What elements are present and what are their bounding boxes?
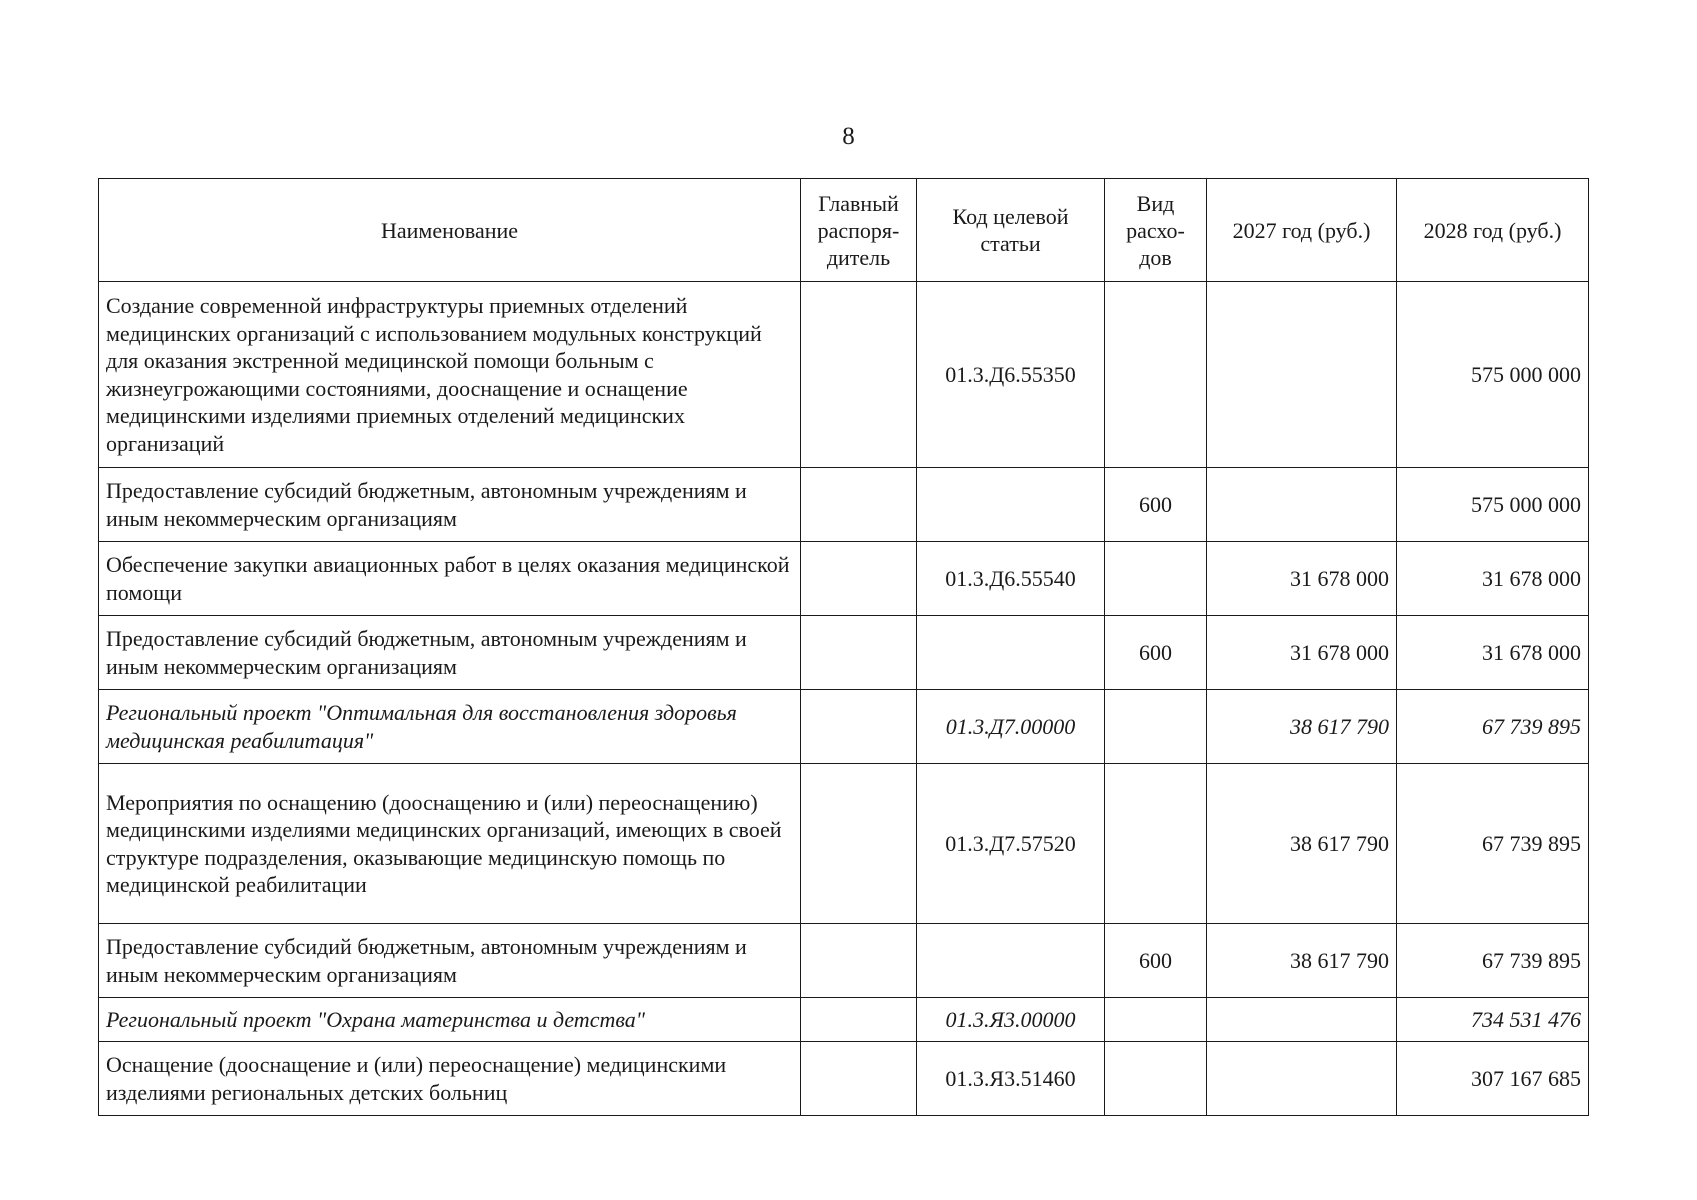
- cell-2027: [1207, 998, 1397, 1042]
- cell-admin: [801, 1042, 917, 1116]
- cell-admin: [801, 998, 917, 1042]
- cell-name: Обеспечение закупки авиационных работ в целях оказания медицинской помощи: [99, 542, 801, 616]
- cell-code: [917, 468, 1105, 542]
- cell-2027: 38 617 790: [1207, 690, 1397, 764]
- cell-name: Предоставление субсидий бюджетным, автономным учреждениям и иным некоммерческим организациям: [99, 924, 801, 998]
- table-row: [99, 616, 1589, 690]
- table-row: [99, 1042, 1589, 1116]
- cell-code: [917, 924, 1105, 998]
- cell-2028: 31 678 000: [1397, 542, 1589, 616]
- page-number: 8: [842, 123, 855, 150]
- cell-code: 01.3.Я3.51460: [917, 1042, 1105, 1116]
- cell-2027: [1207, 1042, 1397, 1116]
- cell-2028: 734 531 476: [1397, 998, 1589, 1042]
- cell-2027: 31 678 000: [1207, 542, 1397, 616]
- header-year-2027: 2027 год (руб.): [1207, 179, 1397, 282]
- table-row: [99, 998, 1589, 1042]
- table-row: [99, 690, 1589, 764]
- cell-kind: 600: [1105, 468, 1207, 542]
- cell-code: [917, 616, 1105, 690]
- cell-admin: [801, 764, 917, 924]
- table-row: [99, 924, 1589, 998]
- cell-name: Предоставление субсидий бюджетным, автономным учреждениям и иным некоммерческим организациям: [99, 616, 801, 690]
- header-kind: Вид расхо-дов: [1105, 179, 1207, 282]
- cell-kind: [1105, 998, 1207, 1042]
- cell-kind: [1105, 1042, 1207, 1116]
- header-name: Наименование: [99, 179, 801, 282]
- cell-name: Региональный проект "Охрана материнства и детства": [99, 998, 801, 1042]
- cell-2027: [1207, 468, 1397, 542]
- cell-kind: [1105, 690, 1207, 764]
- cell-name: Создание современной инфраструктуры приемных отделений медицинских организаций с использованием модульных конструкций для оказания экстренной медицинской помощи больным с жизнеугрожающими состояниями, дооснащение и оснащение медицинскими изделиями приемных отделений медицинских организаций: [99, 282, 801, 468]
- cell-kind: 600: [1105, 616, 1207, 690]
- table-row: [99, 764, 1589, 924]
- cell-code: 01.3.Д7.57520: [917, 764, 1105, 924]
- cell-2027: 31 678 000: [1207, 616, 1397, 690]
- cell-admin: [801, 690, 917, 764]
- header-year-2028: 2028 год (руб.): [1397, 179, 1589, 282]
- cell-2027: [1207, 282, 1397, 468]
- cell-2028: 575 000 000: [1397, 282, 1589, 468]
- cell-2028: 575 000 000: [1397, 468, 1589, 542]
- cell-2027: 38 617 790: [1207, 764, 1397, 924]
- cell-2027: 38 617 790: [1207, 924, 1397, 998]
- cell-admin: [801, 542, 917, 616]
- cell-2028: 31 678 000: [1397, 616, 1589, 690]
- cell-admin: [801, 468, 917, 542]
- cell-code: 01.3.Я3.00000: [917, 998, 1105, 1042]
- cell-2028: 67 739 895: [1397, 690, 1589, 764]
- cell-2028: 67 739 895: [1397, 924, 1589, 998]
- cell-name: Мероприятия по оснащению (дооснащению и (или) переоснащению) медицинскими изделиями медицинских организаций, имеющих в своей структуре подразделения, оказывающие медицинскую помощь по медицинской реабилитации: [99, 764, 801, 924]
- cell-name: Региональный проект "Оптимальная для восстановления здоровья медицинская реабилитация": [99, 690, 801, 764]
- table-row: [99, 468, 1589, 542]
- cell-code: 01.3.Д6.55350: [917, 282, 1105, 468]
- cell-2028: 307 167 685: [1397, 1042, 1589, 1116]
- cell-kind: [1105, 542, 1207, 616]
- cell-name: Предоставление субсидий бюджетным, автономным учреждениям и иным некоммерческим организациям: [99, 468, 801, 542]
- table-row: [99, 542, 1589, 616]
- header-admin: Главный распоря-дитель: [801, 179, 917, 282]
- cell-kind: [1105, 282, 1207, 468]
- cell-kind: 600: [1105, 924, 1207, 998]
- budget-table: [98, 178, 1589, 1116]
- cell-kind: [1105, 764, 1207, 924]
- cell-admin: [801, 924, 917, 998]
- header-code: Код целевой статьи: [917, 179, 1105, 282]
- table-header-row: [99, 179, 1589, 282]
- cell-admin: [801, 282, 917, 468]
- table-body: [99, 282, 1589, 1116]
- cell-2028: 67 739 895: [1397, 764, 1589, 924]
- cell-name: Оснащение (дооснащение и (или) переоснащение) медицинскими изделиями региональных детских больниц: [99, 1042, 801, 1116]
- cell-code: 01.3.Д6.55540: [917, 542, 1105, 616]
- cell-admin: [801, 616, 917, 690]
- cell-code: 01.3.Д7.00000: [917, 690, 1105, 764]
- table-row: [99, 282, 1589, 468]
